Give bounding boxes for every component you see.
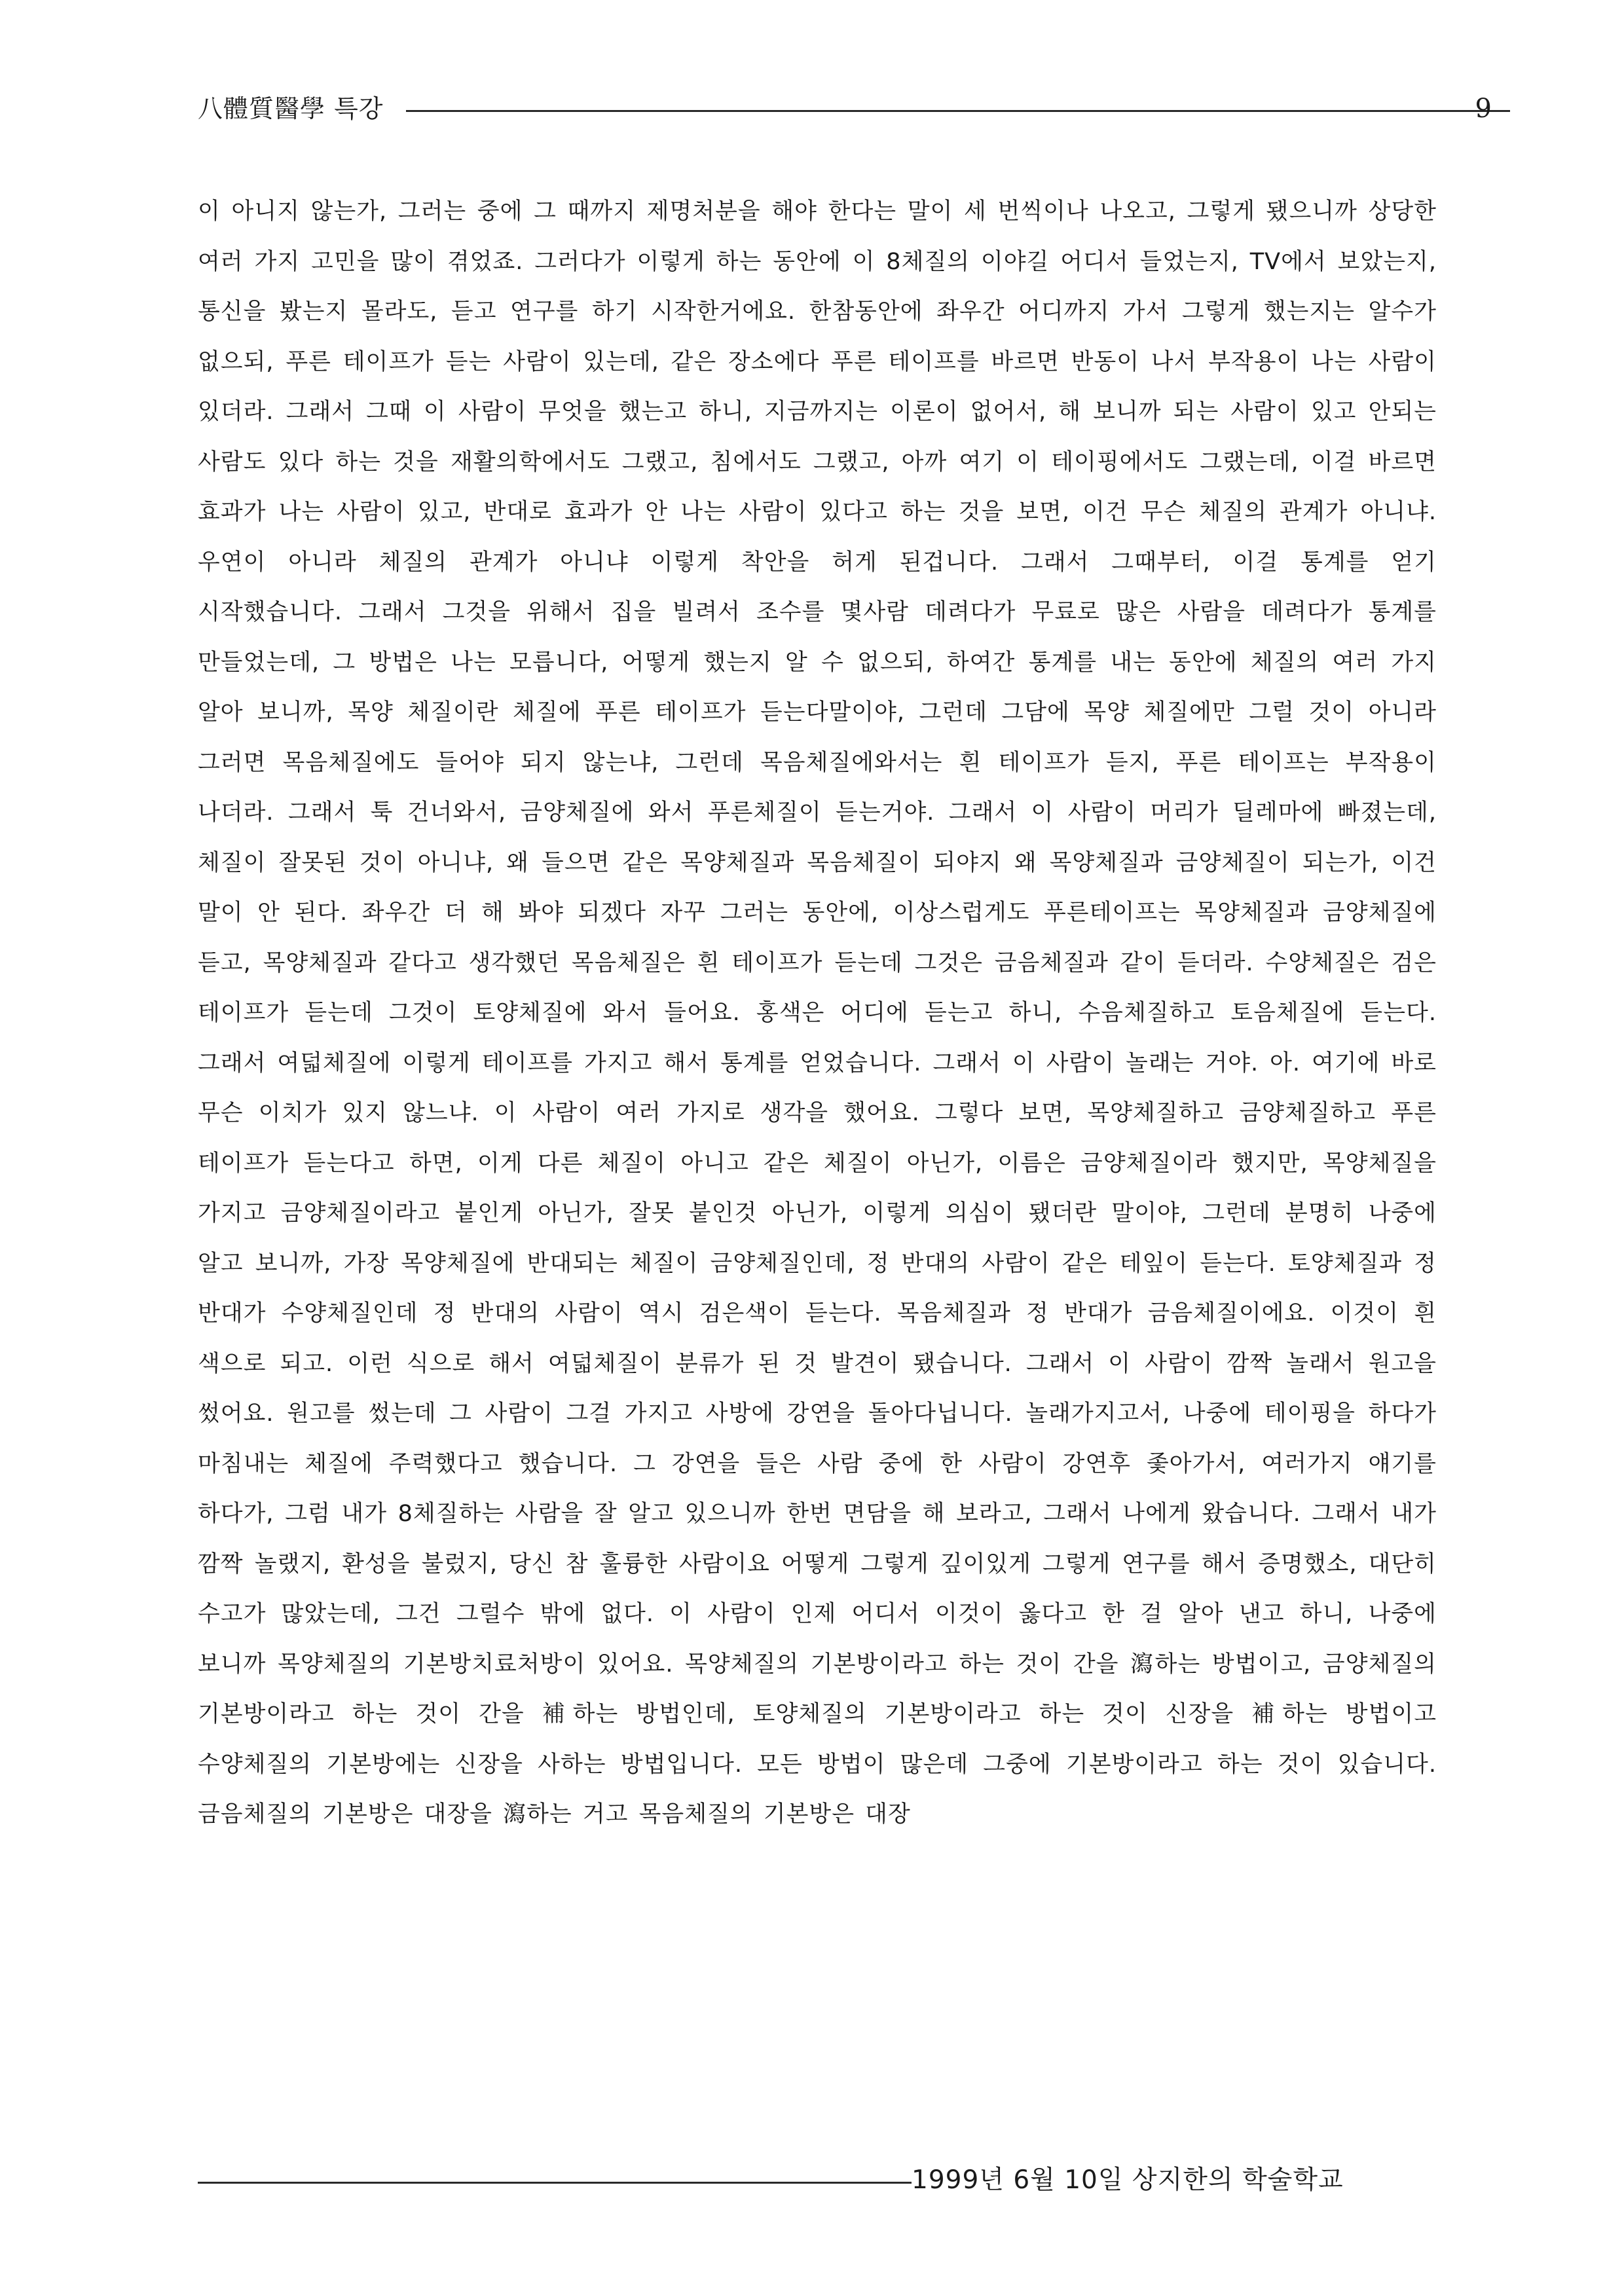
body-paragraph: 이 아니지 않는가, 그러는 중에 그 때까지 제명처분을 해야 한다는 말이 세 번씩이나 나오고, 그렇게 됐으니까 상당한 여러 가지 고민을 많이 겪었죠. 그러다가 이렇게 하는 동안에 이 8체질의 이야길 어디서 들었는지, TV에서 보았는지, 통신을 봤는지 몰라도, 듣고 연구를 하기 시작한거에요. 한참동안에 좌우간 어디까지 가서 그렇게 했는지는 알수가 없으되, 푸른 테이프가 듣는 사람이 있는데, 같은 장소에다 푸른 테이프를 바르면 반동이 나서 부작용이 나는 사람이 있더라. 그래서 그때 이 사람이 무엇을 했는고 하니, 지금까지는 이론이 없어서, 해 보니까 되는 사람이 있고 안되는 사람도 있다 하는 것을 재활의학에서도 그랬고, 침에서도 그랬고, 아까 여기 이 테이핑에서도 그랬는데, 이걸 바르면 효과가 나는 사람이 있고, 반대로 효과가 안 나는 사람이 있다고 하는 것을 보면, 이건 무슨 체질의 관계가 아니냐. 우연이 아니라 체질의 관계가 아니냐 이렇게 착안을 허게 된겁니다. 그래서 그때부터, 이걸 통계를 얻기 시작했습니다. 그래서 그것을 위해서 집을 빌려서 조수를 몇사람 데려다가 무료로 많은 사람을 데려다가 통계를 만들었는데, 그 방법은 나는 모릅니다, 어떻게 했는지 알 수 없으되, 하여간 통계를 내는 동안에 체질의 여러 가지 알아 보니까, 목양 체질이란 체질에 푸른 테이프가 듣는다말이야, 그런데 그담에 목양 체질에만 그럴 것이 아니라 그러면 목음체질에도 들어야 되지 않는냐, 그런데 목음체질에와서는 흰 테이프가 듣지, 푸른 테이프는 부작용이 나더라. 그래서 툭 건너와서, 금양체질에 와서 푸른체질이 듣는거야. 그래서 이 사람이 머리가 딜레마에 빠졌는데, 체질이 잘못된 것이 아니냐, 왜 들으면 같은 목양체질과 목음체질이 되야지 왜 목양체질과 금양체질이 되는가, 이건 말이 안 된다. 좌우간 더 해 봐야 되겠다 자꾸 그러는 동안에, 이상스럽게도 푸른테이프는 목양체질과 금양체질에 듣고, 목양체질과 같다고 생각했던 목음체질은 흰 테이프가 듣는데 그것은 금음체질과 같이 듣더라. 수양체질은 검은 테이프가 듣는데 그것이 토양체질에 와서 들어요. 홍색은 어디에 듣는고 하니, 수음체질하고 토음체질에 듣는다. 그래서 여덟체질에 이렇게 테이프를 가지고 해서 통계를 얻었습니다. 그래서 이 사람이 놀래는 거야. 아. 여기에 바로 무슨 이치가 있지 않느냐. 이 사람이 여러 가지로 생각을 했어요. 그렇다 보면, 목양체질하고 금양체질하고 푸른 테이프가 듣는다고 하면, 이게 다른 체질이 아니고 같은 체질이 아닌가, 이름은 금양체질이라 했지만, 목양체질을 가지고 금양체질이라고 붙인게 아닌가, 잘못 붙인것 아닌가, 이렇게 의심이 됐더란 말이야, 그런데 분명히 나중에 알고 보니까, 가장 목양체질에 반대되는 체질이 금양체질인데, 정 반대의 사람이 같은 테잎이 듣는다. 토양체질과 정 반대가 수양체질인데 정 반대의 사람이 역시 검은색이 듣는다. 목음체질과 정 반대가 금음체질이에요. 이것이 흰 색으로 되고. 이런 식으로 해서 여덟체질이 분류가 된 것 발견이 됐습니다. 그래서 이 사람이 깜짝 놀래서 원고을 썼어요. 원고를 썼는데 그 사람이 그걸 가지고 사방에 강연을 돌아다닙니다. 놀래가지고서, 나중에 테이핑을 하다가 마침내는 체질에 주력했다고 했습니다. 그 강연을 들은 사람 중에 한 사람이 강연후 좇아가서, 여러가지 얘기를 하다가, 그럼 내가 8체질하는 사람을 잘 알고 있으니까 한번 면담을 해 보라고, 그래서 나에게 왔습니다. 그래서 내가 깜짝 놀랬지, 환성을 불렀지, 당신 참 훌륭한 사람이요 어떻게 그렇게 깊이있게 그렇게 연구를 해서 증명했소, 대단히 수고가 많았는데, 그건 그럴수 밖에 없다. 이 사람이 인제 어디서 이것이 옳다고 한 걸 알아 낸고 하니, 나중에 보니까 목양체질의 기본방치료처방이 있어요. 목양체질의 기본방이라고 하는 것이 간을 瀉하는 방법이고, 금양체질의 기본방이라고 하는 것이 간을 補하는 방법인데, 토양체질의 기본방이라고 하는 것이 신장을 補하는 방법이고 수양체질의 기본방에는 신장을 사하는 방법입니다. 모든 방법이 많은데 그중에 기본방이라고 하는 것이 있습니다. 금음체질의 기본방은 대장을 瀉하는 거고 목음체질의 기본방은 대장	[198, 198, 1437, 1827]
page-number: 9	[1475, 94, 1492, 124]
footer-rule	[198, 2182, 912, 2184]
header-title: 八體質醫學 특강	[198, 94, 384, 123]
page-footer	[198, 2161, 1442, 2207]
page-header	[198, 88, 1492, 135]
footer-text: 1999년 6월 10일 상지한의 학술학교	[912, 2165, 1344, 2195]
header-rule	[406, 110, 1510, 112]
